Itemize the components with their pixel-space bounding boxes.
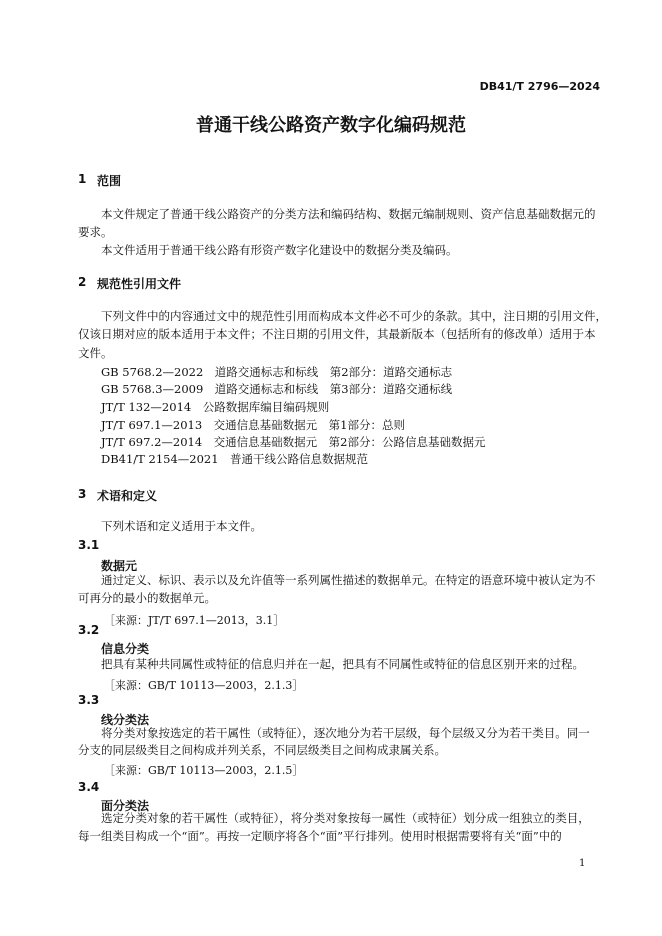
term-number: 3.4 [78,780,100,794]
normative-reference: GB 5768.3—2009 道路交通标志和标线 第3部分：道路交通标线 [101,382,453,396]
term-number: 3.2 [78,623,100,637]
term-definition: 可再分的最小的数据单元。 [78,591,216,605]
term-definition: 分支的同层级类目之间构成并列关系，不同层级类目之间构成隶属关系。 [78,743,446,757]
normative-reference: DB41/T 2154—2021 普通干线公路信息数据规范 [101,452,369,466]
document-code: DB41/T 2796—2024 [479,80,600,93]
term-source: ［来源：GB/T 10113—2003，2.1.5］ [104,764,304,777]
paragraph-line: 下列文件中的内容通过文中的规范性引用而构成本文件必不可少的条款。其中，注日期的引用文件， [101,309,607,323]
section-heading: 术语和定义 [97,489,158,503]
term-definition: 选定分类对象的若干属性（或特征），将分类对象按每一属性（或特征）划分成一组独立的类目， [101,811,590,825]
section-heading: 规范性引用文件 [97,277,182,291]
normative-reference: JT/T 697.1—2013 交通信息基础数据元 第1部分：总则 [101,418,405,432]
term-number: 3.3 [78,693,100,707]
term-definition: 将分类对象按选定的若干属性（或特征），逐次地分为若干层级，每个层级又分为若干类目。同一 [101,726,590,740]
section-number: 1 [78,172,87,186]
term-name: 数据元 [101,559,138,573]
section-number: 2 [78,275,87,289]
term-definition: 通过定义、标识、表示以及允许值等一系列属性描述的数据单元。在特定的语意环境中被认定为不 [101,573,596,587]
paragraph-line: 要求。 [78,225,113,239]
document-title: 普通干线公路资产数字化编码规范 [196,115,466,136]
term-name: 信息分类 [101,642,150,656]
paragraph-line: 仅该日期对应的版本适用于本文件；不注日期的引用文件，其最新版本（包括所有的修改单）适用于本 [78,327,596,341]
normative-reference: JT/T 132—2014 公路数据库编目编码规则 [101,400,330,414]
normative-reference: JT/T 697.2—2014 交通信息基础数据元 第2部分：公路信息基础数据元 [101,435,486,449]
normative-reference: GB 5768.2—2022 道路交通标志和标线 第2部分：道路交通标志 [101,365,453,379]
term-name: 线分类法 [101,713,150,727]
page-number: 1 [579,858,586,869]
paragraph-line: 本文件规定了普通干线公路资产的分类方法和编码结构、数据元编制规则、资产信息基础数据元的 [101,207,596,221]
section-number: 3 [78,487,87,501]
term-definition: 把具有某种共同属性或特征的信息归并在一起，把具有不同属性或特征的信息区别开来的过程。 [101,657,584,671]
term-definition: 每一组类目构成一个“面”。再按一定顺序将各个“面”平行排列。使用时根据需要将有关“面”中的 [78,829,562,843]
term-source: ［来源：JT/T 697.1—2013，3.1］ [104,614,285,627]
term-source: ［来源：GB/T 10113—2003，2.1.3］ [104,679,304,692]
term-name: 面分类法 [101,799,150,813]
paragraph-line: 文件。 [78,346,113,360]
section-heading: 范围 [97,174,122,188]
term-number: 3.1 [78,538,100,552]
paragraph-line: 本文件适用于普通干线公路有形资产数字化建设中的数据分类及编码。 [101,243,458,257]
paragraph-line: 下列术语和定义适用于本文件。 [101,519,262,533]
